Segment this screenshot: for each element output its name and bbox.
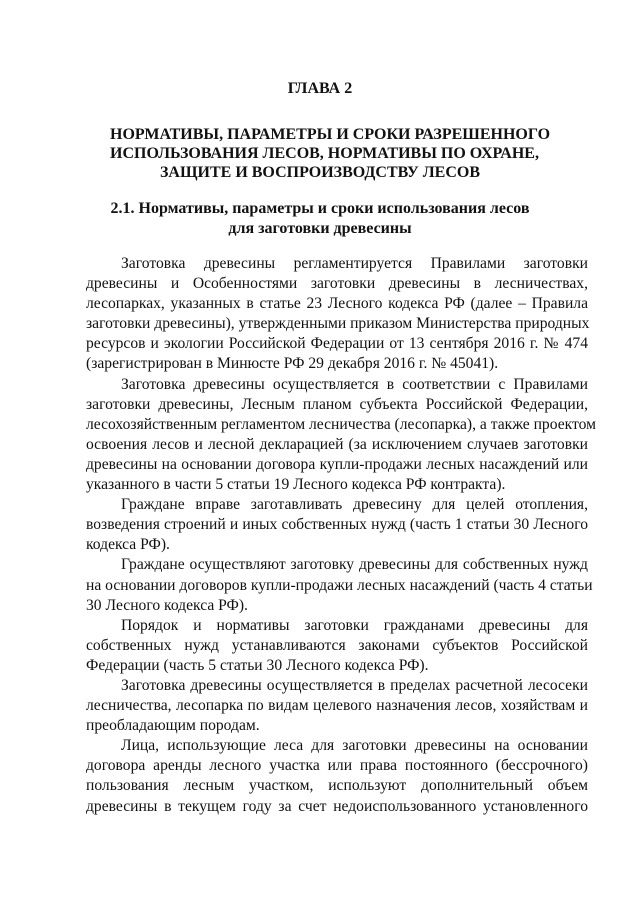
paragraph (86, 254, 588, 375)
section-title-line: ИСПОЛЬЗОВАНИЯ ЛЕСОВ, НОРМАТИВЫ ПО ОХРАНЕ, (110, 145, 539, 162)
body-text (86, 254, 596, 817)
paragraph-line: возведения строений и иных собственных нужд (часть 1 статьи 30 Лесного (86, 516, 588, 534)
paragraph (86, 495, 588, 555)
section-title-line: ЗАЩИТЕ И ВОСПРОИЗВОДСТВУ ЛЕСОВ (159, 164, 481, 181)
paragraph-line: древесины в текущем году за счет недоиспользованного установленного (86, 797, 588, 815)
paragraph-line: преобладающим породам. (86, 717, 260, 735)
paragraph (86, 555, 593, 615)
paragraph-line: пользования лесным участком, используют дополнительный объем (86, 777, 588, 795)
paragraph-line: кодекса РФ). (86, 536, 170, 554)
paragraph-line: лесничества, лесопарка по видам целевого назначения лесов, хозяйствам и (86, 697, 588, 715)
paragraph-line: ресурсов и экологии Российской Федерации от 13 сентября 2016 г. № 474 (86, 335, 588, 353)
paragraph-line: освоения лесов и лесной декларацией (за исключением случаев заготовки (86, 435, 588, 453)
paragraph (86, 616, 588, 676)
paragraph (86, 736, 588, 816)
chapter-title: ГЛАВА 2 (287, 80, 353, 97)
paragraph-line: древесины и Особенностями заготовки древесины в лесничествах, (86, 275, 588, 293)
paragraph-line: Заготовка древесины осуществляется в соответствии с Правилами (121, 375, 588, 393)
paragraph-line: лесопарках, указанных в статье 23 Лесного кодекса РФ (далее – Правила (86, 295, 588, 313)
paragraph-line: договора аренды лесного участка или права постоянного (бессрочного) (86, 757, 588, 775)
paragraph-line: 30 Лесного кодекса РФ). (86, 596, 248, 614)
paragraph-line: Заготовка древесины осуществляется в пределах расчетной лесосеки (121, 676, 588, 694)
paragraph-line: заготовки древесины, Лесным планом субъекта Российской Федерации, (86, 395, 588, 413)
section-title-line: НОРМАТИВЫ, ПАРАМЕТРЫ И СРОКИ РАЗРЕШЕННОГО (110, 126, 551, 143)
paragraph-line: Граждане осуществляют заготовку древесины для собственных нужд (121, 556, 588, 574)
paragraph-line: (зарегистрирован в Минюсте РФ 29 декабря 2016 г. № 45041). (86, 355, 499, 373)
subsection-title-line: для заготовки древесины (228, 220, 412, 237)
paragraph-line: Лица, использующие леса для заготовки древесины на основании (121, 737, 588, 755)
paragraph-line: древесины на основании договора купли-продажи лесных насаждений или (86, 455, 588, 473)
subsection-title-line: 2.1. Нормативы, параметры и сроки использования лесов (110, 200, 530, 217)
paragraph-line: лесохозяйственным регламентом лесничества (лесопарка), а также проектом (86, 415, 596, 433)
section-title (110, 125, 551, 182)
paragraph-line: заготовки древесины), утвержденными приказом Министерства природных (86, 315, 590, 333)
paragraph-line: Федерации (часть 5 статьи 30 Лесного кодекса РФ). (86, 656, 429, 674)
paragraph-line: Заготовка древесины регламентируется Правилами заготовки (121, 255, 588, 272)
paragraph-line: на основании договоров купли-продажи лесных насаждений (часть 4 статьи (86, 576, 593, 594)
paragraph-line: Порядок и нормативы заготовки гражданами древесины для (121, 616, 588, 634)
paragraph (86, 676, 588, 736)
paragraph (86, 375, 596, 496)
subsection-title (110, 199, 530, 239)
paragraph-line: собственных нужд устанавливаются законами субъектов Российской (86, 636, 588, 654)
paragraph-line: Граждане вправе заготавливать древесину для целей отопления, (121, 496, 588, 514)
paragraph-line: указанного в части 5 статьи 19 Лесного кодекса РФ контракта). (86, 476, 506, 494)
